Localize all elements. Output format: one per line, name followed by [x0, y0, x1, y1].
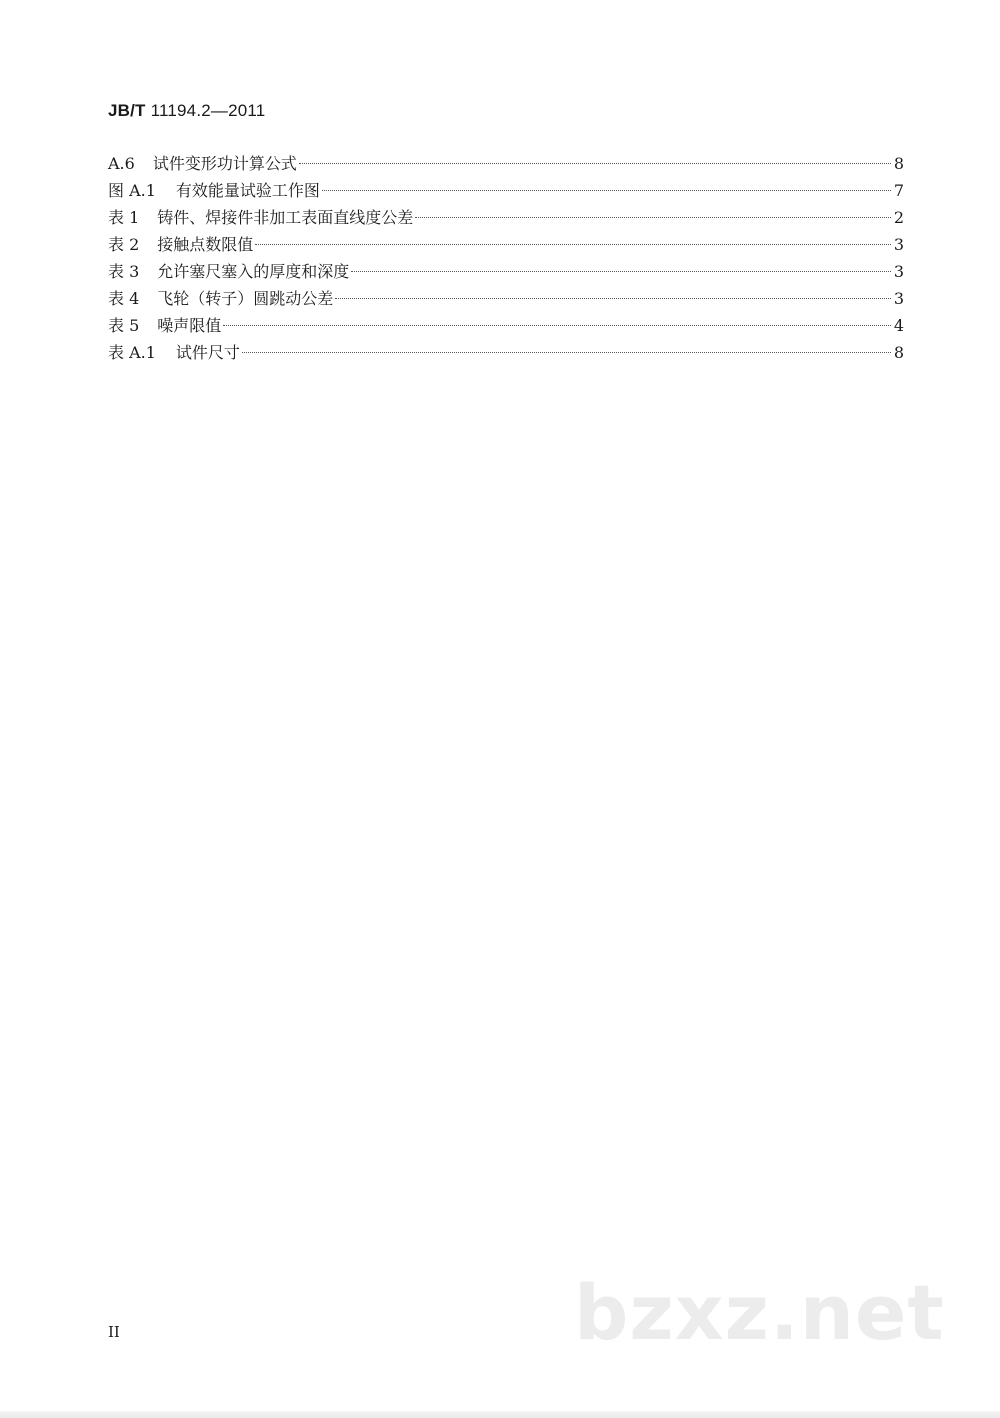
standard-prefix: JB/T	[108, 101, 146, 120]
toc-entry-page: 8	[893, 154, 904, 173]
toc-entry-title: 试件变形功计算公式	[152, 154, 297, 173]
toc-entry-title: 有效能量试验工作图	[175, 181, 320, 200]
toc-entry[interactable]	[108, 285, 904, 312]
page-number: II	[108, 1323, 120, 1341]
toc-entry-page: 7	[893, 181, 904, 200]
toc-dot-leader	[351, 271, 891, 272]
toc-entry-title: 噪声限值	[157, 316, 222, 335]
toc-entry-page: 3	[893, 235, 904, 254]
watermark: bzxz.net	[574, 1268, 945, 1357]
toc-entry-label: A.6	[108, 154, 135, 173]
toc-entry-label: 图 A.1	[108, 181, 156, 200]
standard-header	[108, 101, 265, 121]
toc-entry-label: 表 2	[108, 235, 140, 254]
toc-entry-title: 试件尺寸	[175, 343, 240, 362]
toc-entry-page: 3	[893, 262, 904, 281]
toc-entry-title: 铸件、焊接件非加工表面直线度公差	[157, 208, 414, 227]
toc-dot-leader	[299, 163, 891, 164]
toc-entry-page: 3	[893, 289, 904, 308]
toc-entry[interactable]	[108, 177, 904, 204]
toc-dot-leader	[223, 325, 891, 326]
toc-entry-page: 4	[893, 316, 904, 335]
toc-entry-label: 表 3	[108, 262, 140, 281]
toc-dot-leader	[335, 298, 891, 299]
standard-number: 11194.2—2011	[145, 101, 266, 120]
page-bottom-edge	[0, 1411, 1000, 1418]
toc-entry-title: 飞轮（转子）圆跳动公差	[157, 289, 334, 308]
toc-entry-page: 8	[893, 343, 904, 362]
table-of-contents	[108, 150, 904, 366]
toc-entry[interactable]	[108, 204, 904, 231]
toc-entry-page: 2	[893, 208, 904, 227]
toc-entry[interactable]	[108, 231, 904, 258]
toc-dot-leader	[322, 190, 891, 191]
toc-entry[interactable]	[108, 312, 904, 339]
toc-entry-label: 表 A.1	[108, 343, 156, 362]
toc-entry-title: 接触点数限值	[157, 235, 254, 254]
toc-entry-label: 表 1	[108, 208, 140, 227]
toc-entry-label: 表 5	[108, 316, 140, 335]
toc-entry-label: 表 4	[108, 289, 140, 308]
toc-dot-leader	[415, 217, 891, 218]
toc-entry-title: 允许塞尺塞入的厚度和深度	[157, 262, 350, 281]
toc-entry[interactable]	[108, 150, 904, 177]
toc-entry[interactable]	[108, 258, 904, 285]
toc-dot-leader	[255, 244, 891, 245]
toc-dot-leader	[242, 352, 891, 353]
toc-entry[interactable]	[108, 339, 904, 366]
